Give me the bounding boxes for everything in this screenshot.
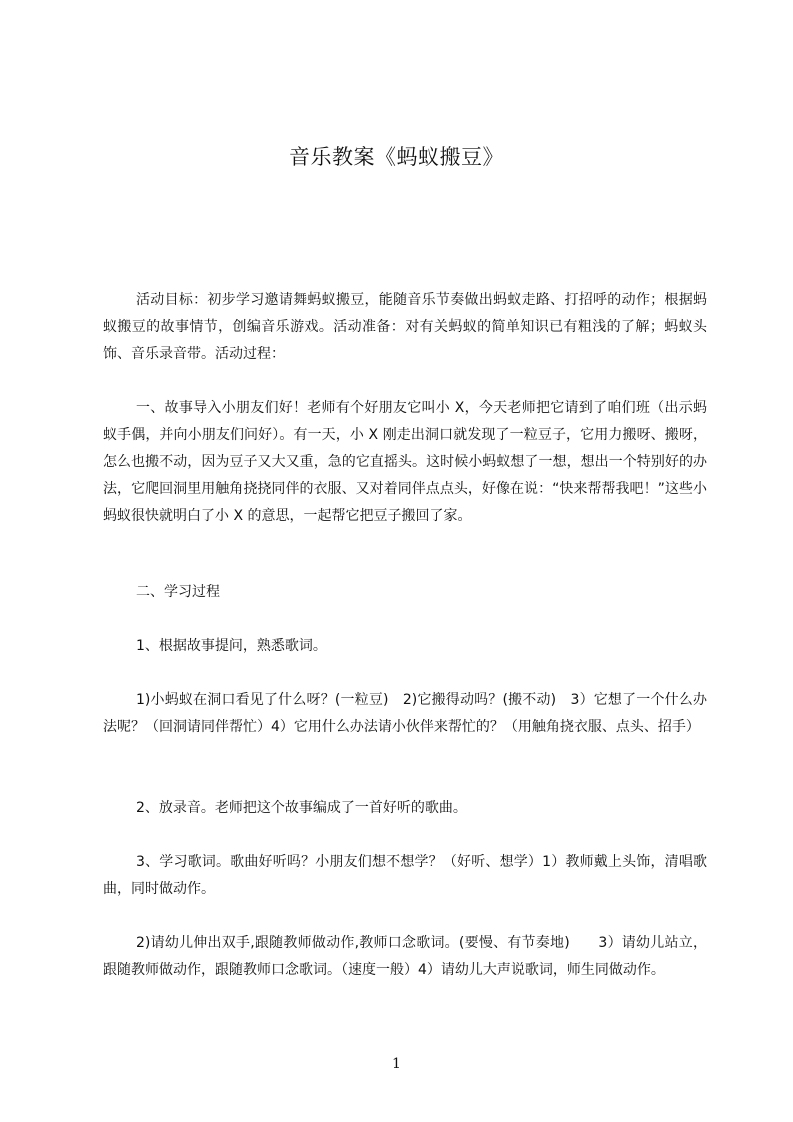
paragraph-step-one: 1、根据故事提问，熟悉歌词。 <box>136 638 327 654</box>
paragraph-step-two: 2、放录音。老师把这个故事编成了一首好听的歌曲。 <box>136 800 467 816</box>
document-title: 音乐教案《蚂蚁搬豆》 <box>289 145 504 169</box>
paragraph-section-two-heading: 二、学习过程 <box>136 584 220 600</box>
paragraph-step-details: 2)请幼儿伸出双手,跟随教师做动作,教师口念歌词。(要慢、有节奏地) 3）请幼儿站立，跟随教师做动作，跟随教师口念歌词。（速度一般）4）请幼儿大声说歌词，师生同做动作。 <box>103 935 707 978</box>
paragraph-questions: 1)小蚂蚁在洞口看见了什么呀？(一粒豆) 2)它搬得动吗？(搬不动) 3）它想了一个什么办法呢？（回洞请同伴帮忙）4）它用什么办法请小伙伴来帮忙的？（用触角挠衣服、点头、招手） <box>103 692 707 735</box>
paragraph-activity-goals: 活动目标：初步学习邀请舞蚂蚁搬豆，能随音乐节奏做出蚂蚁走路、打招呼的动作；根据蚂蚁搬豆的故事情节，创编音乐游戏。活动准备：对有关蚂蚁的简单知识已有粗浅的了解；蚂蚁头饰、音乐录音带。活动过程： <box>103 292 707 362</box>
page-number: 1 <box>392 1056 401 1072</box>
paragraph-step-three: 3、学习歌词。歌曲好听吗？小朋友们想不想学？（好听、想学）1）教师戴上头饰，清唱歌曲，同时做动作。 <box>103 854 707 897</box>
paragraph-story-intro: 一、故事导入小朋友们好！老师有个好朋友它叫小 X，今天老师把它请到了咱们班（出示蚂蚁手偶，并向小朋友们问好）。有一天，小 X 刚走出洞口就发现了一粒豆子，它用力搬呀、搬呀，怎么也搬不动，因为豆子又大又重，急的它直摇头。这时候小蚂蚁想了一想，想出一个特别好的办法，它爬回洞里用触角挠挠同伴的衣服、又对着同伴点点头，好像在说：“快来帮帮我吧！”这些小蚂蚁很快就明白了小 X 的意思，一起帮它把豆子搬回了家。 <box>103 400 707 524</box>
